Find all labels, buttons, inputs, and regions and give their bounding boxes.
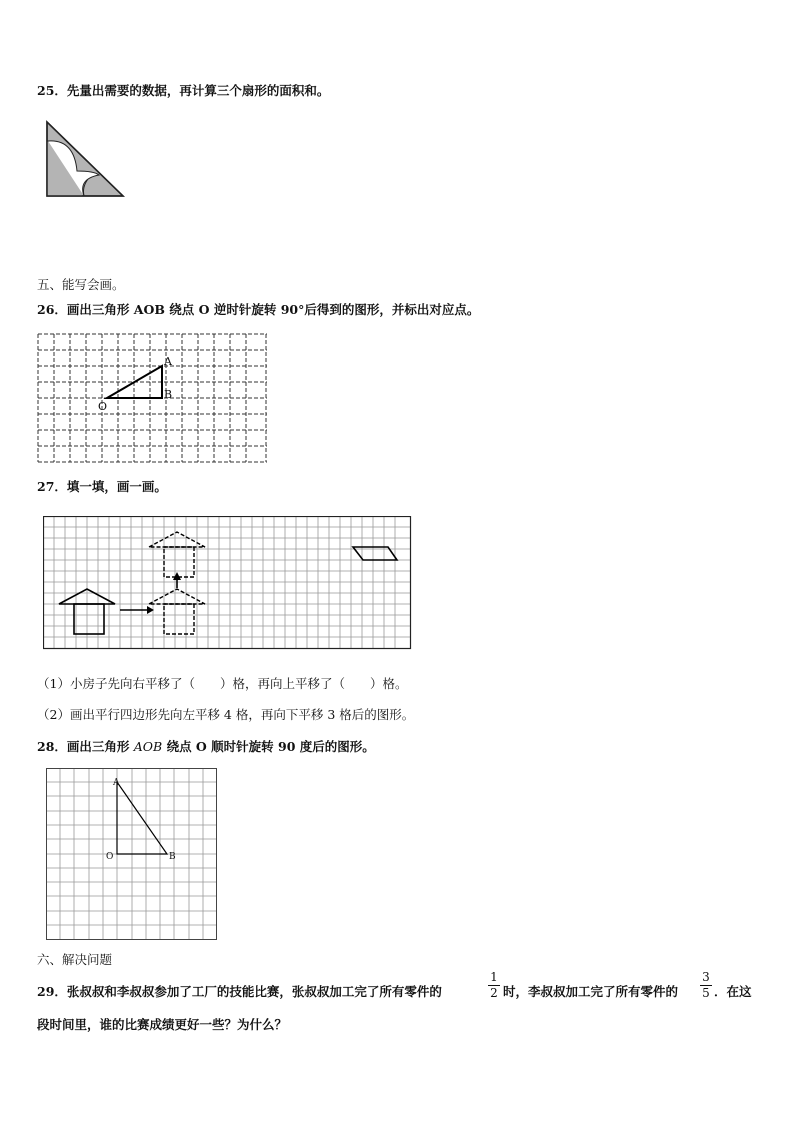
q28-label-b: B bbox=[169, 852, 176, 862]
q28-text-var: AOB bbox=[133, 739, 163, 754]
q28-label-a: A bbox=[113, 778, 120, 788]
question-29-part3: ．在这 bbox=[714, 984, 752, 999]
fraction-numerator: 3 bbox=[702, 970, 710, 984]
question-28-text bbox=[37, 739, 375, 755]
fraction-three-fifths bbox=[700, 971, 712, 1000]
q28-text-before: 28．画出三角形 bbox=[37, 739, 134, 754]
fraction-one-half bbox=[488, 971, 500, 1000]
question-29-part1: 29．张叔叔和李叔叔参加了工厂的技能比赛，张叔叔加工完了所有零件的 bbox=[37, 984, 442, 999]
section-5-title: 五、能写会画。 bbox=[37, 277, 125, 292]
question-27-text: 27．填一填，画一画。 bbox=[37, 479, 167, 494]
q26-grid bbox=[37, 333, 268, 464]
q28-label-o: O bbox=[106, 852, 114, 862]
question-29-line2: 段时间里，谁的比赛成绩更好一些？为什么？ bbox=[37, 1017, 288, 1032]
q26-label-o: O bbox=[98, 400, 108, 413]
fraction-numerator: 1 bbox=[490, 970, 498, 984]
q26-label-a: A bbox=[164, 355, 172, 368]
q26-label-b: B bbox=[164, 388, 173, 401]
section-6-title: 六、解决问题 bbox=[37, 952, 113, 967]
question-27-sub2: （2）画出平行四边形先向左平移 4 格，再向下平移 3 格后的图形。 bbox=[37, 707, 415, 722]
question-27-sub1: （1）小房子先向右平移了（ ）格，再向上平移了（ ）格。 bbox=[37, 676, 408, 691]
sector-figure bbox=[44, 119, 128, 199]
q27-grid bbox=[43, 516, 413, 651]
fraction-denominator: 2 bbox=[490, 986, 498, 1000]
q28-grid bbox=[46, 768, 218, 941]
fraction-denominator: 5 bbox=[702, 986, 710, 1000]
question-29-part2: 时，李叔叔加工完了所有零件的 bbox=[503, 984, 679, 999]
question-25-text: 25．先量出需要的数据，再计算三个扇形的面积和。 bbox=[37, 83, 330, 98]
q28-text-after: 绕点 O 顺时针旋转 90 度后的图形。 bbox=[162, 739, 375, 754]
question-26-text: 26．画出三角形 AOB 绕点 O 逆时针旋转 90°后得到的图形，并标出对应点。 bbox=[37, 302, 480, 317]
